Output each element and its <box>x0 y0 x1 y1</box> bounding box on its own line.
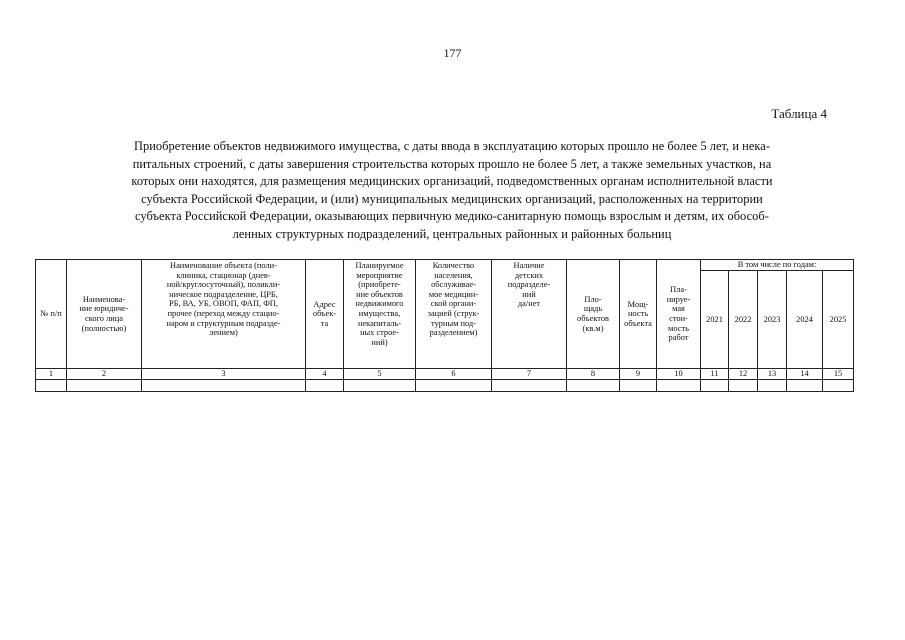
column-number: 13 <box>758 369 787 380</box>
header-year-2023: 2023 <box>758 270 787 368</box>
header-year-2024: 2024 <box>787 270 823 368</box>
column-number: 12 <box>729 369 758 380</box>
column-number: 7 <box>492 369 567 380</box>
table-cell <box>657 379 701 391</box>
header-year-2025: 2025 <box>823 270 854 368</box>
table-cell <box>67 379 142 391</box>
table-label: Таблица 4 <box>771 106 827 121</box>
table-cell <box>492 379 567 391</box>
page-number: 177 <box>443 46 462 60</box>
header-population: Количество населения, обслуживае- мое медицин- ской органи- зацией (струк- турным под- разделением) <box>416 260 492 369</box>
title-line: питальных строений, с даты завершения строительства которых прошло не более 5 лет, а также земельных участков, на <box>132 156 772 171</box>
column-number: 15 <box>823 369 854 380</box>
header-children-units: Наличие детских подразделе- ний да/нет <box>492 260 567 369</box>
header-legal-entity: Наименова- ние юридиче- ского лица (полностью) <box>67 260 142 369</box>
table-cell <box>620 379 657 391</box>
column-number: 9 <box>620 369 657 380</box>
column-number: 5 <box>344 369 416 380</box>
table-cell <box>142 379 306 391</box>
header-capacity: Мощ- ность объекта <box>620 260 657 369</box>
title-line: ленных структурных подразделений, центральных районных и районных больниц <box>232 226 672 241</box>
column-number: 1 <box>36 369 67 380</box>
column-number: 11 <box>701 369 729 380</box>
document-title <box>72 138 832 244</box>
table-cell <box>36 379 67 391</box>
header-years-group: В том числе по годам: <box>701 260 854 271</box>
column-number: 4 <box>306 369 344 380</box>
table-cell <box>701 379 729 391</box>
title-line: Приобретение объектов недвижимого имущества, с даты ввода в эксплуатацию которых прошло не более 5 лет, и нека- <box>134 139 770 153</box>
table-cell <box>344 379 416 391</box>
column-number: 6 <box>416 369 492 380</box>
table-cell <box>758 379 787 391</box>
column-number: 3 <box>142 369 306 380</box>
title-line: субъекта Российской Федерации, оказывающих первичную медико-санитарную помощь взрослым и детям, их обособ- <box>135 209 769 224</box>
header-number: № п/п <box>36 260 67 369</box>
column-number: 10 <box>657 369 701 380</box>
table-cell <box>787 379 823 391</box>
header-year-2022: 2022 <box>729 270 758 368</box>
column-number: 14 <box>787 369 823 380</box>
data-table <box>35 259 854 392</box>
table-cell <box>567 379 620 391</box>
header-planned-measure: Планируемое мероприятие (приобрете- ние объектов недвижимого имущества, некапиталь- ных строе- ний) <box>344 260 416 369</box>
header-address: Адрес объек- та <box>306 260 344 369</box>
table-cell <box>306 379 344 391</box>
header-planned-cost: Пла- нируе- мая стои- мость работ <box>657 260 701 369</box>
table-cell <box>823 379 854 391</box>
title-line: которых они находятся, для размещения медицинских организаций, подведомственных органам исполнительной власти <box>131 174 773 189</box>
title-line: субъекта Российской Федерации, и (или) муниципальных медицинских организаций, расположенных на территории <box>141 191 763 206</box>
table-row <box>36 379 854 391</box>
header-object-name: Наименование объекта (поли- клиника, стационар (днев- ной/круглосуточный), поликли- ническое подразделение, ЦРБ, РБ, ВА, УБ, ОВОП, ФАП, ФП, прочее (переход между стацио- наром и структурным подразде- лением) <box>142 260 306 369</box>
column-number-row <box>36 369 854 380</box>
header-year-2021: 2021 <box>701 270 729 368</box>
table-cell <box>729 379 758 391</box>
column-number: 8 <box>567 369 620 380</box>
header-area: Пло- щадь объектов (кв.м) <box>567 260 620 369</box>
column-number: 2 <box>67 369 142 380</box>
table-cell <box>416 379 492 391</box>
